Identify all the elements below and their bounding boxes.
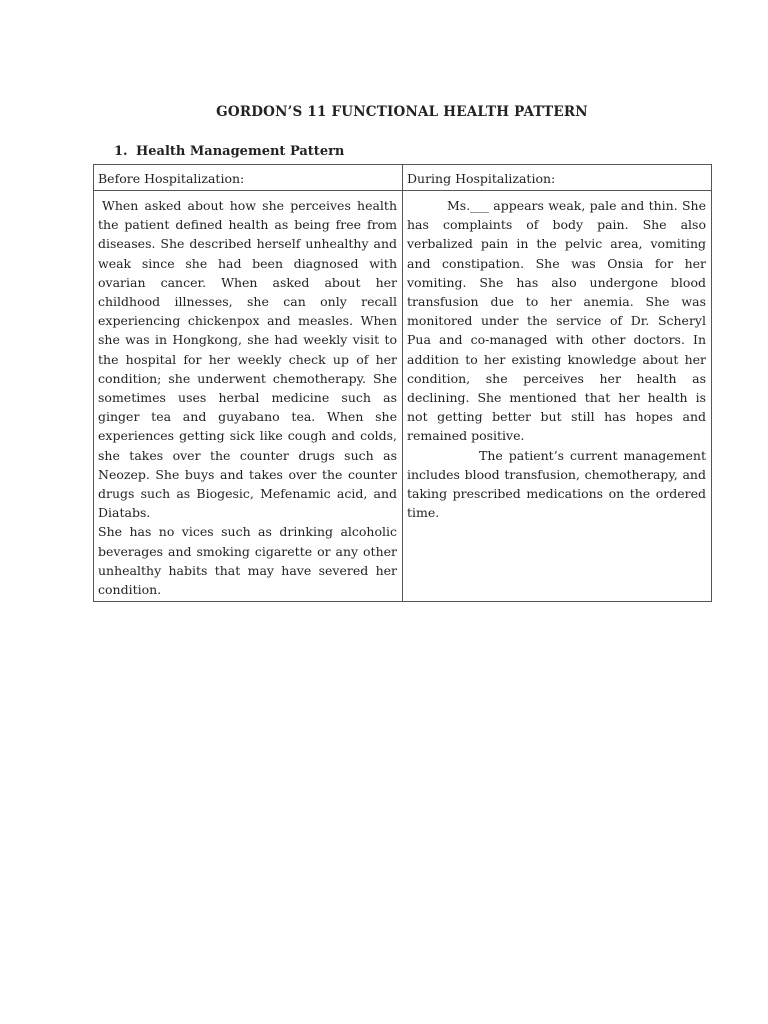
header-during-hospitalization: During Hospitalization: (407, 171, 556, 186)
cell-before-hospitalization (98, 196, 397, 599)
during-paragraph-2: The patient’s current management includes blood transfusion, chemotherapy, and taking prescribed medications on the ordered time. (407, 447, 706, 521)
column-divider (402, 165, 403, 601)
cell-during-hospitalization (407, 196, 706, 522)
section-heading-text: Health Management Pattern (136, 144, 345, 159)
section-number: 1. (114, 144, 128, 159)
during-paragraph-1: Ms.___ appears weak, pale and thin. She has complaints of body pain. She also verbalized pain in the pelvic area, vomiting and constipation. She was Onsia for her vomiting. She has also undergone blood transfusion due to her anemia. She was monitored under the service of Dr. Scheryl Pua and co-managed with other doctors. In addition to her existing knowledge about her condition, she perceives her health as declining. She mentioned that her health is not getting better but still has hopes and remained positive. (407, 198, 706, 444)
before-paragraph-2: She has no vices such as drinking alcoholic beverages and smoking cigarette or any other unhealthy habits that may have severed her condition. (98, 524, 397, 598)
section-heading (114, 144, 344, 159)
before-paragraph-1: When asked about how she perceives health the patient defined health as being free from diseases. She described herself unhealthy and weak since she had been diagnosed with ovarian cancer. When asked about her childhood illnesses, she can only recall experiencing chickenpox and measles. When she was in Hongkong, she had weekly visit to the hospital for her weekly check up of her condition; she underwent chemotherapy. She sometimes uses herbal medicine such as ginger tea and guyabano tea. When she experiences getting sick like cough and colds, she takes over the counter drugs such as Neozep. She buys and takes over the counter drugs such as Biogesic, Mefenamic acid, and Diatabs. (98, 198, 397, 521)
header-before-hospitalization: Before Hospitalization: (98, 171, 245, 186)
health-pattern-table (93, 164, 712, 602)
document-title: GORDON’S 11 FUNCTIONAL HEALTH PATTERN (216, 104, 588, 120)
